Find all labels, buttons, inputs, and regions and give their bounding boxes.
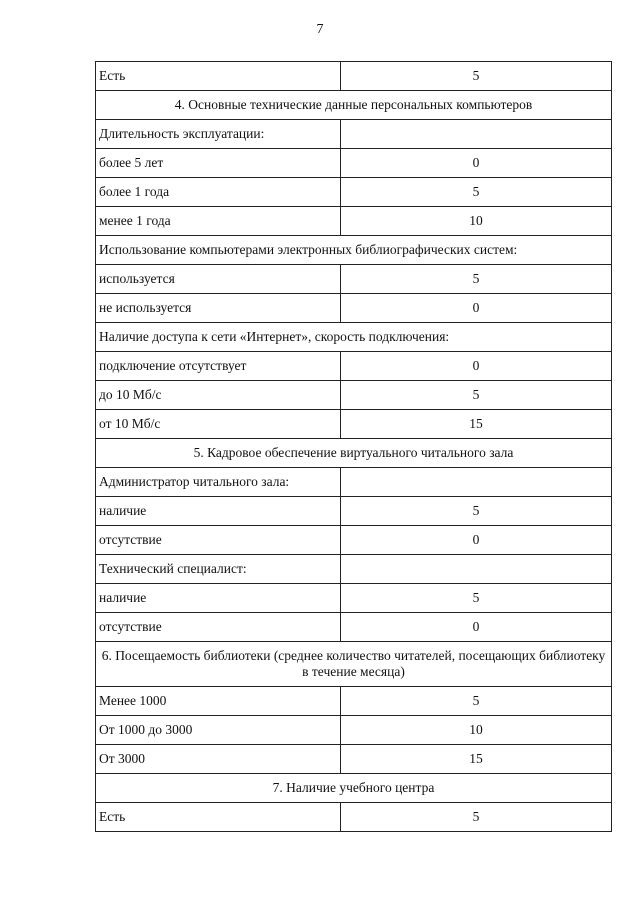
criterion-score: 5 (341, 178, 612, 207)
section-title: 4. Основные технические данные персональных компьютеров (96, 91, 612, 120)
criterion-label: более 1 года (96, 178, 341, 207)
section-title: 6. Посещаемость библиотеки (среднее количество читателей, посещающих библиотеку в течение месяца) (96, 642, 612, 687)
criterion-row (96, 149, 612, 178)
criterion-row (96, 613, 612, 642)
criterion-score: 0 (341, 613, 612, 642)
criterion-heading-row (96, 323, 612, 352)
criterion-row (96, 497, 612, 526)
criterion-label: От 1000 до 3000 (96, 716, 341, 745)
criterion-row (96, 410, 612, 439)
criterion-row (96, 381, 612, 410)
criterion-label: наличие (96, 584, 341, 613)
page-number: 7 (316, 22, 324, 37)
criterion-score (341, 120, 612, 149)
section-title: 7. Наличие учебного центра (96, 774, 612, 803)
criterion-heading: Технический специалист: (96, 555, 341, 584)
criterion-score: 0 (341, 149, 612, 178)
criterion-row (96, 352, 612, 381)
criterion-score: 5 (341, 584, 612, 613)
criterion-score: 5 (341, 62, 612, 91)
criterion-label: отсутствие (96, 613, 341, 642)
criterion-label: от 10 Мб/с (96, 410, 341, 439)
criterion-heading: Использование компьютерами электронных библиографических систем: (96, 236, 612, 265)
criterion-score: 0 (341, 294, 612, 323)
criterion-row (96, 584, 612, 613)
criterion-score (341, 555, 612, 584)
criterion-score: 15 (341, 745, 612, 774)
criterion-row (96, 294, 612, 323)
criterion-label: От 3000 (96, 745, 341, 774)
section-row (96, 91, 612, 120)
criterion-label: наличие (96, 497, 341, 526)
criteria-table-body (96, 62, 612, 832)
criterion-score: 0 (341, 352, 612, 381)
criterion-label: используется (96, 265, 341, 294)
criterion-row (96, 526, 612, 555)
section-row (96, 439, 612, 468)
criterion-label: не используется (96, 294, 341, 323)
criterion-score: 15 (341, 410, 612, 439)
criterion-label: Менее 1000 (96, 687, 341, 716)
section-row (96, 642, 612, 687)
criterion-heading-row (96, 120, 612, 149)
criterion-heading-row (96, 468, 612, 497)
criterion-label: подключение отсутствует (96, 352, 341, 381)
criterion-score: 5 (341, 381, 612, 410)
criterion-score: 5 (341, 497, 612, 526)
criterion-row (96, 745, 612, 774)
criterion-row (96, 265, 612, 294)
criterion-score: 5 (341, 803, 612, 832)
criterion-row (96, 178, 612, 207)
criterion-heading-row (96, 236, 612, 265)
criterion-heading: Наличие доступа к сети «Интернет», скорость подключения: (96, 323, 612, 352)
criterion-score: 0 (341, 526, 612, 555)
section-row (96, 774, 612, 803)
criterion-heading-row (96, 555, 612, 584)
criterion-label: менее 1 года (96, 207, 341, 236)
criterion-score: 5 (341, 687, 612, 716)
criterion-score: 10 (341, 716, 612, 745)
criterion-label: отсутствие (96, 526, 341, 555)
criteria-table (95, 61, 612, 832)
criterion-row (96, 687, 612, 716)
criterion-score (341, 468, 612, 497)
criterion-row (96, 207, 612, 236)
criterion-label: более 5 лет (96, 149, 341, 178)
criterion-row (96, 803, 612, 832)
criterion-label: Есть (96, 803, 341, 832)
criterion-label: Есть (96, 62, 341, 91)
criterion-score: 5 (341, 265, 612, 294)
section-title: 5. Кадровое обеспечение виртуального читального зала (96, 439, 612, 468)
criterion-heading: Длительность эксплуатации: (96, 120, 341, 149)
criterion-row (96, 62, 612, 91)
criterion-row (96, 716, 612, 745)
criterion-label: до 10 Мб/с (96, 381, 341, 410)
criterion-heading: Администратор читального зала: (96, 468, 341, 497)
criterion-score: 10 (341, 207, 612, 236)
